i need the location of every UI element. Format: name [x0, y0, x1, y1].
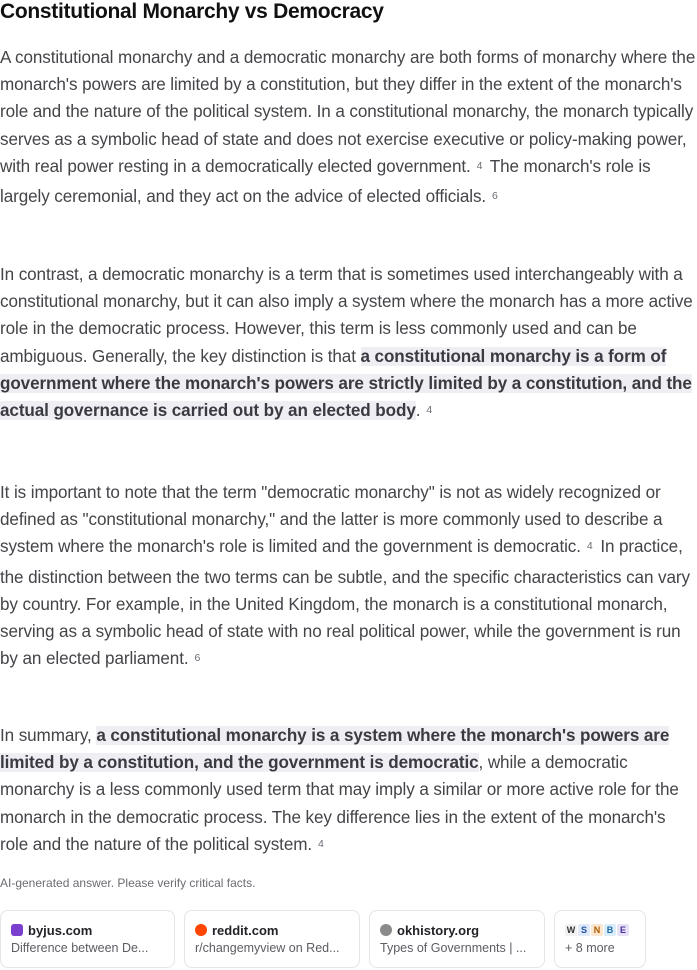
- paragraph-text: The monarch's role is largely ceremonial, and they act on the advice of elected officials.: [0, 156, 651, 207]
- answer-paragraph-2: [0, 261, 697, 427]
- answer-title: Constitutional Monarchy vs Democracy: [0, 0, 384, 23]
- answer-paragraph-3: [0, 479, 697, 675]
- more-sources-icons: [565, 922, 635, 938]
- answer-paragraph-1: [0, 44, 697, 213]
- paragraph-text: In practice, the distinction between the two terms can be subtle, and the specific characteristics can vary by country. For example, in the United Kingdom, the monarch is a constitutional monarch, serving as a symbolic head of state with no real political power, while the government is run by an elected parliament.: [0, 537, 690, 669]
- ai-disclaimer: AI-generated answer. Please verify critical facts.: [0, 876, 256, 890]
- citation-link[interactable]: 6: [194, 652, 201, 665]
- citation-link[interactable]: 4: [426, 404, 433, 417]
- paragraph-text: In contrast, a democratic monarchy is a term that is sometimes used interchangeably with a constitutional monarchy, but it can also imply a system where the monarch has a more active role in the democratic process. However, this term is less commonly used and can be ambiguous. Generally, the key distinction is that: [0, 265, 693, 366]
- source-description: Difference between De...: [11, 941, 149, 955]
- source-favicon-icon: E: [617, 924, 629, 936]
- source-favicon-icon: B: [604, 924, 616, 936]
- source-card-byjus[interactable]: [0, 910, 175, 968]
- source-domain: reddit.com: [212, 922, 279, 938]
- source-card-okhistory[interactable]: [369, 910, 545, 968]
- citation-link[interactable]: 6: [492, 190, 498, 203]
- paragraph-text: , while a democratic monarchy is a less commonly used term that may imply a similar or more active role for the monarch in the democratic process. The key difference lies in the extent of the monarch's role and the nature of the political system.: [0, 753, 679, 854]
- wikipedia-favicon-icon: W: [566, 925, 576, 935]
- paragraph-text: In summary,: [0, 726, 97, 745]
- highlighted-text: a constitutional monarchy is a system where the monarch's powers are limited by a constitution, and the government is democratic: [0, 726, 670, 773]
- more-sources-label: + 8 more: [565, 941, 615, 955]
- source-description: r/changemyview on Red...: [195, 941, 340, 955]
- highlighted-text: a constitutional monarchy is a form of government where the monarch's powers are strictly limited by a constitution, and the actual governance is carried out by an elected body: [0, 346, 692, 421]
- answer-paragraph-4: [0, 722, 697, 861]
- source-cards: [0, 910, 697, 970]
- reddit-favicon-icon: [195, 924, 207, 936]
- source-favicon-icon: N: [591, 924, 603, 936]
- byjus-favicon-icon: [11, 924, 23, 936]
- source-description: Types of Governments | ...: [380, 941, 527, 955]
- paragraph-text: A constitutional monarchy and a democratic monarchy are both forms of monarchy where the monarch's powers are limited by a constitution, but they differ in the extent of the monarch's role and the nature of the political system. In a constitutional monarchy, the monarch typically serves as a symbolic head of state and does not exercise executive or policy-making power, with real power resting in a democratically elected government.: [0, 48, 696, 176]
- paragraph-text: It is important to note that the term "democratic monarchy" is not as widely recognized or defined as "constitutional monarchy," and the latter is more commonly used to describe a system where the monarch's role is limited and the government is democratic.: [0, 483, 663, 557]
- source-favicon-icon: S: [578, 924, 590, 936]
- citation-link[interactable]: 4: [476, 159, 483, 172]
- source-domain: okhistory.org: [397, 922, 480, 938]
- more-sources-card[interactable]: [554, 910, 646, 968]
- citation-link[interactable]: 4: [586, 540, 593, 553]
- paragraph-text: .: [415, 401, 421, 421]
- okhistory-favicon-icon: [380, 924, 392, 936]
- citation-link[interactable]: 4: [318, 837, 324, 850]
- source-card-reddit[interactable]: [184, 910, 360, 968]
- source-domain: byjus.com: [28, 922, 93, 938]
